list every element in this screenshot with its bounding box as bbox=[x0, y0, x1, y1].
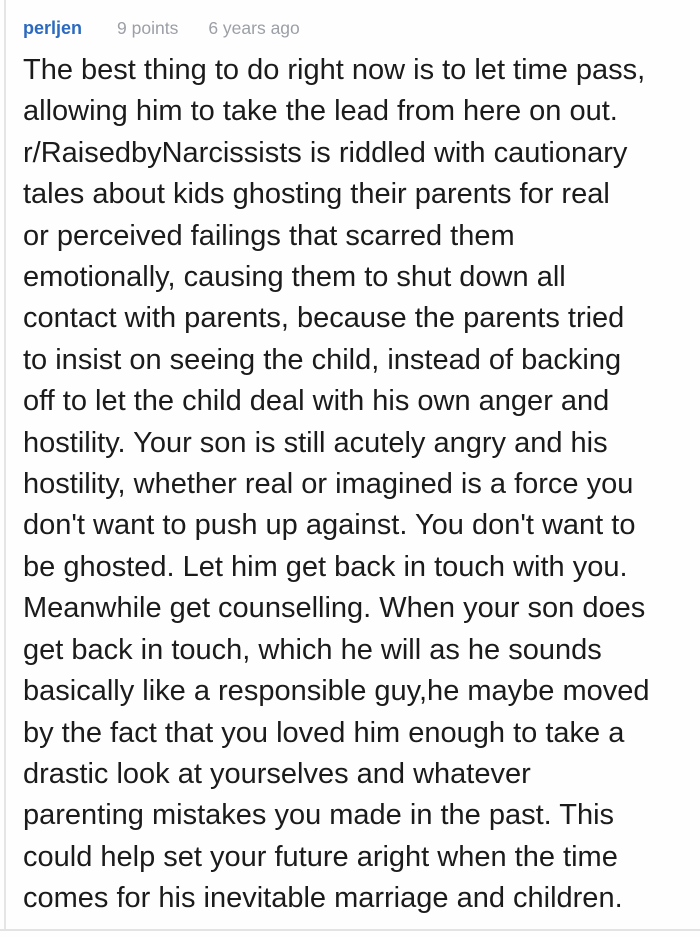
comment-body-line: to insist on seeing the child, instead of backing bbox=[23, 343, 622, 376]
comment-body-line: contact with parents, because the parents tried bbox=[23, 302, 625, 335]
comment-body-line: basically like a responsible guy,he maybe moved bbox=[23, 675, 650, 708]
comment-author-link[interactable]: perljen bbox=[23, 18, 83, 38]
comment-body-line: don't want to push up against. You don't want to bbox=[23, 509, 636, 542]
comment-body-line: be ghosted. Let him get back in touch with you. bbox=[23, 550, 628, 583]
comment-body-line: by the fact that you loved him enough to take a bbox=[23, 716, 625, 749]
comment-body-line: parenting mistakes you made in the past. This bbox=[23, 799, 615, 832]
bottom-divider bbox=[0, 929, 700, 931]
comment-body-line: Meanwhile get counselling. When your son does bbox=[23, 592, 646, 625]
comment-body-line: hostility, whether real or imagined is a force you bbox=[23, 468, 634, 501]
comment-header bbox=[23, 18, 682, 39]
comment-body-line: or perceived failings that scarred them bbox=[23, 219, 515, 252]
comment-thread-line bbox=[4, 0, 6, 930]
comment-body-line: The best thing to do right now is to let time pass, bbox=[23, 54, 646, 86]
comment-body-line: tales about kids ghosting their parents for real bbox=[23, 178, 610, 211]
comment-body-line: get back in touch, which he will as he sounds bbox=[23, 633, 602, 666]
comment-content bbox=[23, 18, 682, 920]
comment-body-line: r/RaisedbyNarcissists is riddled with cautionary bbox=[23, 136, 628, 169]
comment-body-line: hostility. Your son is still acutely angry and his bbox=[23, 426, 608, 459]
comment-points: 9 points bbox=[117, 18, 179, 38]
comment-body-line: comes for his inevitable marriage and children. bbox=[23, 882, 623, 915]
comment-timestamp: 6 years ago bbox=[208, 18, 300, 38]
comment-body-line: could help set your future aright when the time bbox=[23, 840, 618, 873]
comment-body-line: allowing him to take the lead from here on out. bbox=[23, 95, 618, 128]
comment-body-line: emotionally, causing them to shut down all bbox=[23, 261, 566, 294]
comment-body-line: drastic look at yourselves and whatever bbox=[23, 757, 531, 790]
comment-body bbox=[23, 50, 682, 920]
comment-body-line: off to let the child deal with his own anger and bbox=[23, 385, 610, 418]
